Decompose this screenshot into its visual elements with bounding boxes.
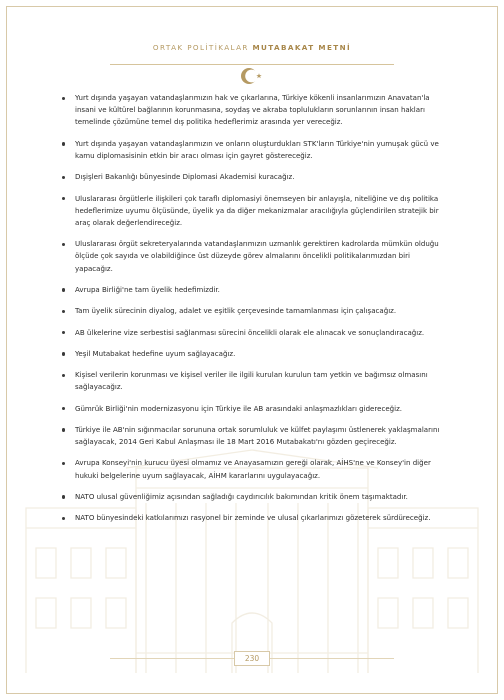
list-item-text: Avrupa Konseyi'nin kurucu üyesi olmamız ve Anayasamızın gereği olarak, AİHS'ne ve Konsey'in diğer hukuki belgelerine uyum sağlayacak, AİHM kararlarını uygulayacağız. <box>75 458 431 480</box>
list-item <box>60 457 442 481</box>
bullet-icon <box>62 97 65 100</box>
list-item <box>60 327 442 339</box>
bullet-icon <box>62 407 65 410</box>
list-item <box>60 424 442 448</box>
list-item-text: NATO ulusal güvenliğimiz açısından sağladığı caydırıcılık bakımından kritik önem taşımaktadır. <box>75 491 408 501</box>
list-item <box>60 284 442 296</box>
footer-rule-right <box>270 658 394 659</box>
list-item-text: Gümrük Birliği'nin modernizasyonu için Türkiye ile AB arasındaki anlaşmazlıkları gidereceğiz. <box>75 403 403 413</box>
page-number: 230 <box>234 651 270 666</box>
bullet-icon <box>62 462 65 465</box>
bullet-icon <box>62 352 65 355</box>
crescent-and-star-icon <box>234 66 270 86</box>
list-item-text: AB ülkelerine vize serbestisi sağlanması sürecini öncelikli olarak ele alınacak ve sonuçlandıracağız. <box>75 327 425 337</box>
bullet-icon <box>62 176 65 179</box>
header-prefix: ORTAK POLİTİKALAR <box>152 43 249 52</box>
list-item-text: Dışişleri Bakanlığı bünyesinde Diplomasi Akademisi kuracağız. <box>75 172 295 182</box>
list-item <box>60 171 442 183</box>
list-item <box>60 92 442 129</box>
header-title: MUTABAKAT METNİ <box>252 43 352 52</box>
list-item-text: Avrupa Birliği'ne tam üyelik hedefimizdir. <box>75 284 220 294</box>
list-item-text: Uluslararası örgütlerle ilişkileri çok taraflı diplomasiyi önemseyen bir anlayışla, niteliğine ve dış politika hedeflerimize uyumu ölçüsünde, üyelik ya da diğer mekanizmalar aracılığıyla güçlendirilen stratejik bir araç olarak değerlendireceğiz. <box>75 193 439 227</box>
list-item <box>60 193 442 230</box>
running-header <box>0 43 504 52</box>
footer-rule-left <box>110 658 234 659</box>
list-item <box>60 238 442 275</box>
list-item <box>60 138 442 162</box>
list-item-text: Kişisel verilerin korunması ve kişisel veriler ile ilgili kurulan kurulun tam yetkin ve bağımsız olmasını sağlayacağız. <box>75 370 428 392</box>
bullet-icon <box>62 517 65 520</box>
list-item <box>60 305 442 317</box>
list-item-text: Tam üyelik sürecinin diyalog, adalet ve eşitlik çerçevesinde tamamlanması için çalışacağız. <box>75 306 397 316</box>
list-item-text: Yurt dışında yaşayan vatandaşlarımızın hak ve çıkarlarına, Türkiye kökenli insanlarımızın Anavatan'la insani ve kültürel bağlarının korunmasına, soydaş ve akraba toplulukların sorunlarının insan hakları temelinde çözümüne temel dış politika hedeflerimiz arasında yer vereceğiz. <box>75 93 430 127</box>
bullet-icon <box>62 331 65 334</box>
list-item-text: Türkiye ile AB'nin sığınmacılar sorununa ortak sorumluluk ve külfet paylaşımı üstlenerek yaklaşmalarını sağlayacak, 2014 Geri Kabul Anlaşması ile 18 Mart 2016 Mutabakatı'nı gözden geçireceğiz. <box>75 424 440 447</box>
list-item-text: Yurt dışında yaşayan vatandaşlarımızın ve onların oluşturdukları STK'ların Türkiye'nin yumuşak gücü ve kamu diplomasisinin etkin bir aracı olması için gayret göstereceğiz. <box>75 138 439 160</box>
list-item-text: NATO bünyesindeki katkılarımızı rasyonel bir zeminde ve ulusal çıkarlarımızı gözeterek sürdüreceğiz. <box>75 513 431 523</box>
header-rule <box>110 64 394 65</box>
list-item <box>60 348 442 360</box>
bullet-icon <box>62 495 65 498</box>
list-item <box>60 491 442 503</box>
list-item-text: Uluslararası örgüt sekreteryalarında vatandaşlarımızın uzmanlık gerektiren kadrolarda mümkün olduğu ölçüde çok sayıda ve olabildiğince üst düzeyde görev almalarını öncelikli politikalarımızdan biri yapacağız. <box>75 239 439 273</box>
bullet-icon <box>62 142 65 145</box>
bullet-icon <box>62 428 65 431</box>
list-item-text: Yeşil Mutabakat hedefine uyum sağlayacağız. <box>75 348 236 358</box>
bullet-list <box>60 92 442 533</box>
bullet-icon <box>62 288 65 291</box>
bullet-icon <box>62 197 65 200</box>
list-item <box>60 403 442 415</box>
list-item <box>60 512 442 524</box>
bullet-icon <box>62 374 65 377</box>
bullet-icon <box>62 310 65 313</box>
list-item <box>60 369 442 393</box>
bullet-icon <box>62 243 65 246</box>
